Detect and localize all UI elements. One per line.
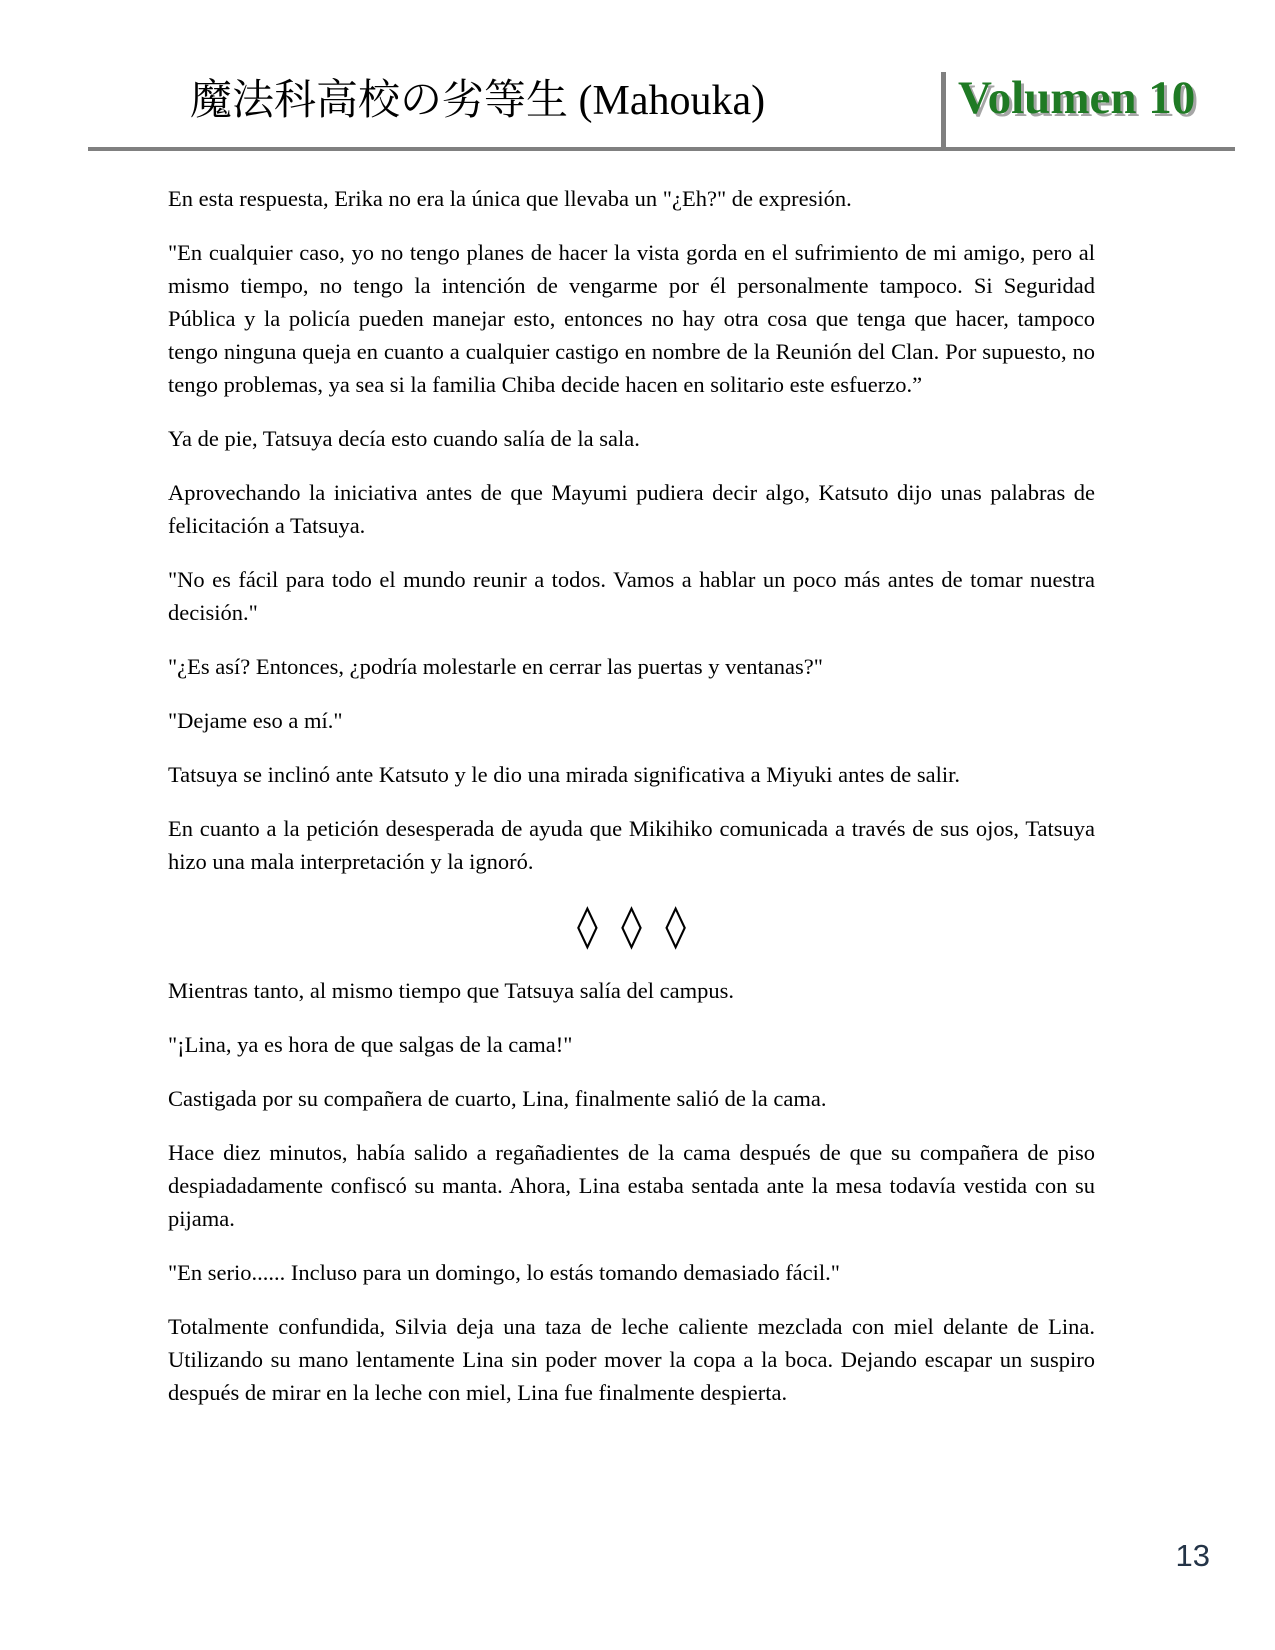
paragraph: Tatsuya se inclinó ante Katsuto y le dio una mirada significativa a Miyuki antes de salir.: [168, 762, 960, 787]
header-rule: [88, 147, 1235, 151]
paragraph: "En cualquier caso, yo no tengo planes de hacer la vista gorda en el sufrimiento de mi amigo, pero al mismo tiempo, no tengo la intención de vengarme por él personalmente tampoco. Si Seguridad Pública y la policía pueden manejar esto, entonces no hay otra cosa que tenga que hacer, tampoco tengo ninguna queja en cuanto a cualquier castigo en nombre de la Reunión del Clan. Por supuesto, no tengo problemas, ya sea si la familia Chiba decide hacen en solitario este esfuerzo.”: [168, 240, 1095, 397]
paragraph: Ya de pie, Tatsuya decía esto cuando salía de la sala.: [168, 426, 640, 451]
paragraph: "¿Es así? Entonces, ¿podría molestarle en cerrar las puertas y ventanas?": [168, 654, 823, 679]
paragraph: Totalmente confundida, Silvia deja una taza de leche caliente mezclada con miel delante de Lina. Utilizando su mano lentamente Lina sin poder mover la copa a la boca. Dejando escapar un suspiro después de mirar en la leche con miel, Lina fue finalmente despierta.: [168, 1314, 1095, 1405]
paragraph: Aprovechando la iniciativa antes de que Mayumi pudiera decir algo, Katsuto dijo unas palabras de felicitación a Tatsuya.: [168, 480, 1095, 538]
paragraph: En esta respuesta, Erika no era la única que llevaba un "¿Eh?" de expresión.: [168, 186, 852, 211]
page-body: [168, 182, 1095, 1430]
page-number: 13: [1175, 1538, 1210, 1573]
series-title: 魔法科高校の劣等生 (Mahouka): [190, 78, 766, 124]
paragraph: En cuanto a la petición desesperada de ayuda que Mikihiko comunicada a través de sus ojos, Tatsuya hizo una mala interpretación y la ignoró.: [168, 816, 1095, 874]
paragraph: "En serio...... Incluso para un domingo, lo estás tomando demasiado fácil.": [168, 1260, 840, 1285]
volume-label: Volumen 10: [958, 72, 1196, 124]
paragraph: Hace diez minutos, había salido a regañadientes de la cama después de que su compañera de piso despiadadamente confiscó su manta. Ahora, Lina estaba sentada ante la mesa todavía vestida con su pijama.: [168, 1140, 1095, 1231]
paragraph: "No es fácil para todo el mundo reunir a todos. Vamos a hablar un poco más antes de tomar nuestra decisión.": [168, 567, 1095, 625]
header-divider: [941, 72, 946, 147]
scene-separator: ◊ ◊ ◊: [577, 901, 686, 950]
paragraph: Castigada por su compañera de cuarto, Lina, finalmente salió de la cama.: [168, 1086, 827, 1111]
paragraph: "¡Lina, ya es hora de que salgas de la cama!": [168, 1032, 573, 1057]
paragraph: "Dejame eso a mí.": [168, 708, 343, 733]
paragraph: Mientras tanto, al mismo tiempo que Tatsuya salía del campus.: [168, 978, 735, 1003]
